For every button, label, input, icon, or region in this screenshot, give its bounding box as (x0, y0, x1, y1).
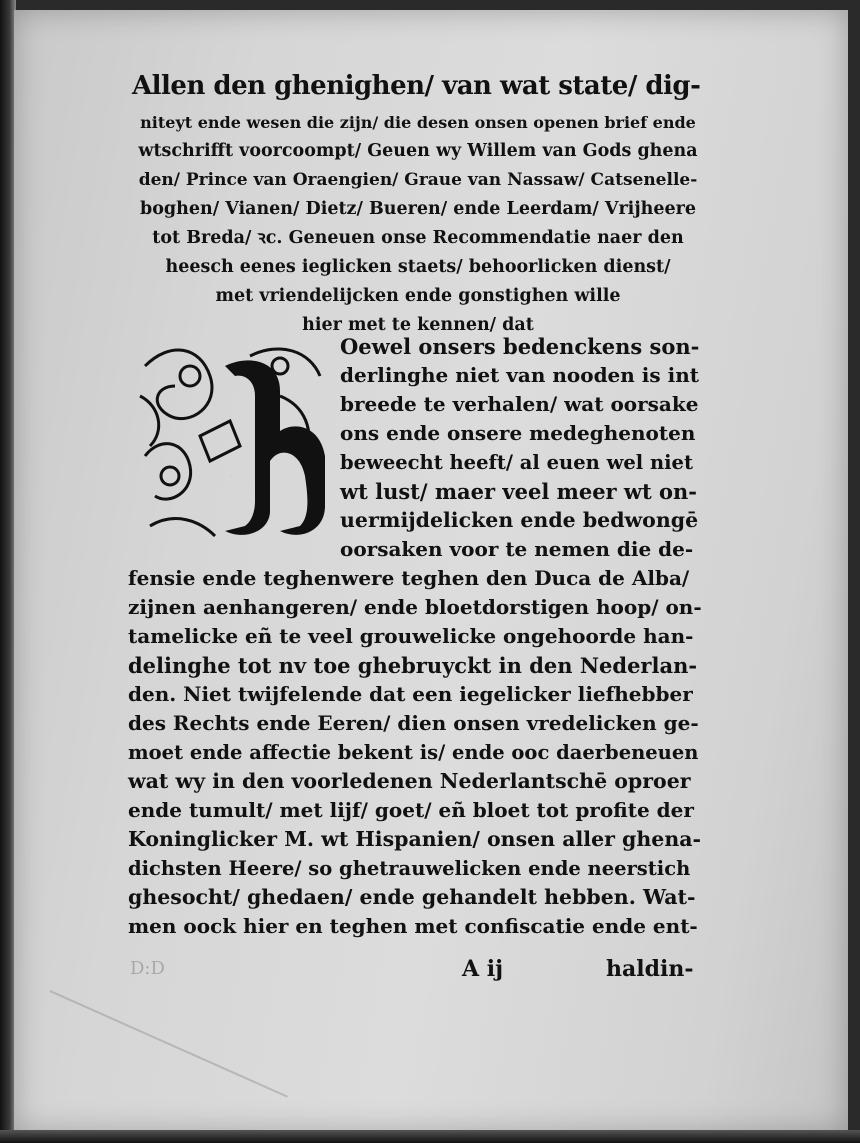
body-line: zijnen aenhangeren/ ende bloetdorstigen hoop/ on- (128, 595, 702, 619)
faint-mark: D:D (130, 958, 165, 979)
body-line: delinghe tot nv toe ghebruyckt in den Nederlan- (128, 653, 698, 678)
catchword: haldin- (606, 956, 694, 982)
intro-paragraph (132, 108, 704, 340)
page-heading: Allen den ghenighen/ van wat state/ dig- (132, 71, 701, 101)
body-line: ghesocht/ ghedaen/ ende gehandelt hebben. Wat- (128, 885, 696, 909)
intro-line: boghen/ Vianen/ Dietz/ Bueren/ ende Leerdam/ Vrijheere (139, 199, 697, 219)
body-line: fensie ende teghenwere teghen den Duca de Alba/ (128, 566, 690, 590)
body-line: ende tumult/ met lijf/ goet/ eñ bloet tot profite der (128, 798, 694, 822)
body-line: oorsaken voor te nemen die de- (340, 537, 694, 561)
signature-mark: A ij (462, 956, 504, 982)
body-line: breede te verhalen/ wat oorsake (340, 392, 699, 416)
body-line: beweecht heeft/ al euen wel niet (340, 451, 693, 474)
body-line: moet ende affectie bekent is/ ende ooc daerbeneuen (128, 741, 699, 764)
intro-line: wtschrifft voorcoompt/ Geuen wy Willem van Gods ghena (138, 141, 698, 161)
body-line: uermijdelicken ende bedwongē (340, 508, 699, 532)
body-text (128, 332, 702, 941)
initial-letter: H (230, 476, 232, 477)
body-line: des Rechts ende Eeren/ dien onsen vredelicken ge- (128, 711, 699, 735)
intro-line: den/ Prince van Oraengien/ Graue van Nassaw/ Catsenelle- (138, 170, 698, 190)
intro-line: tot Breda/ ꝛc. Geneuen onse Recommendatie naer den (152, 228, 684, 248)
body-line: wt lust/ maer veel meer wt on- (340, 479, 698, 504)
body-line: derlinghe niet van nooden is int (340, 363, 699, 387)
intro-line: hier met te kennen/ dat (302, 315, 534, 335)
body-line: ons ende onsere medeghenoten (340, 421, 696, 445)
intro-line: met vriendelijcken ende gonstighen wille (215, 286, 621, 306)
body-line: wat wy in den voorledenen Nederlantschē oproer (128, 769, 691, 793)
body-line: men oock hier en teghen met confiscatie ende ent- (128, 914, 698, 938)
page-bottom-edge (0, 1130, 860, 1143)
body-line: tamelicke eñ te veel grouwelicke ongehoorde han- (128, 624, 694, 648)
intro-line: niteyt ende wesen die zijn/ die desen onsen openen brief ende (140, 113, 696, 132)
body-line: dichsten Heere/ so ghetrauwelicken ende neerstich (128, 857, 691, 880)
body-line: Koninglicker M. wt Hispanien/ onsen aller ghena- (128, 827, 702, 851)
body-line: den. Niet twijfelende dat een iegelicker liefhebber (128, 682, 693, 706)
intro-line: heesch eenes ieglicken staets/ behoorlicken dienst/ (165, 257, 671, 277)
body-line: Oewel onsers bedenckens son- (340, 334, 700, 359)
